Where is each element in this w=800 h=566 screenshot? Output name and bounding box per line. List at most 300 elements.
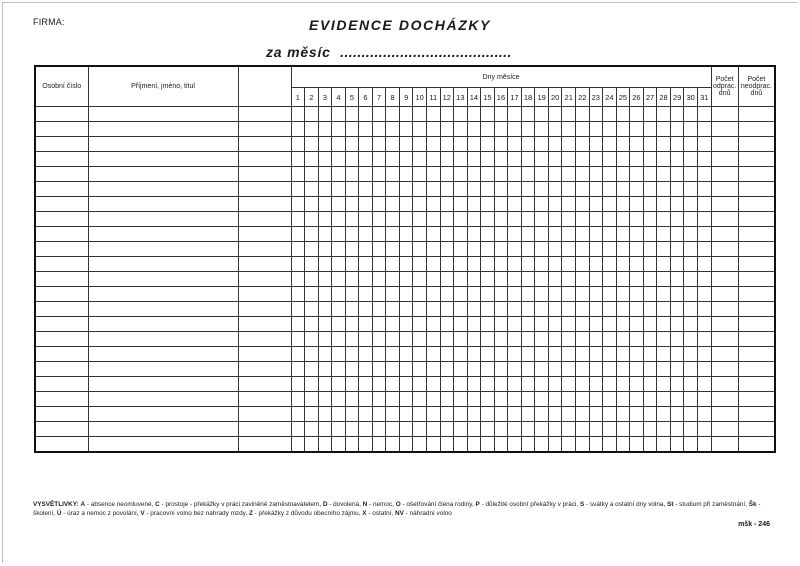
- table-cell[interactable]: [426, 152, 440, 167]
- table-cell[interactable]: [454, 152, 468, 167]
- table-cell[interactable]: [305, 182, 319, 197]
- table-cell[interactable]: [481, 422, 495, 437]
- table-cell[interactable]: [359, 257, 373, 272]
- table-cell[interactable]: [521, 137, 535, 152]
- table-cell[interactable]: [711, 167, 738, 182]
- table-cell[interactable]: [359, 377, 373, 392]
- table-cell[interactable]: [426, 107, 440, 122]
- table-cell[interactable]: [697, 152, 711, 167]
- table-cell[interactable]: [305, 197, 319, 212]
- table-cell[interactable]: [508, 437, 522, 453]
- table-cell[interactable]: [413, 302, 427, 317]
- table-cell[interactable]: [359, 392, 373, 407]
- table-cell[interactable]: [88, 302, 238, 317]
- table-cell[interactable]: [238, 332, 291, 347]
- table-cell[interactable]: [413, 212, 427, 227]
- table-cell[interactable]: [35, 332, 88, 347]
- table-cell[interactable]: [399, 107, 413, 122]
- table-cell[interactable]: [345, 392, 359, 407]
- table-cell[interactable]: [697, 122, 711, 137]
- table-cell[interactable]: [535, 242, 549, 257]
- table-cell[interactable]: [630, 317, 644, 332]
- table-cell[interactable]: [521, 362, 535, 377]
- table-cell[interactable]: [575, 242, 589, 257]
- table-cell[interactable]: [35, 317, 88, 332]
- table-cell[interactable]: [238, 122, 291, 137]
- table-cell[interactable]: [426, 437, 440, 453]
- table-cell[interactable]: [413, 317, 427, 332]
- table-cell[interactable]: [440, 122, 454, 137]
- table-cell[interactable]: [616, 347, 630, 362]
- table-cell[interactable]: [643, 392, 657, 407]
- table-cell[interactable]: [440, 212, 454, 227]
- table-cell[interactable]: [454, 272, 468, 287]
- table-cell[interactable]: [413, 332, 427, 347]
- table-cell[interactable]: [332, 197, 346, 212]
- table-cell[interactable]: [305, 332, 319, 347]
- table-cell[interactable]: [35, 287, 88, 302]
- table-cell[interactable]: [738, 332, 775, 347]
- table-cell[interactable]: [359, 287, 373, 302]
- table-cell[interactable]: [684, 212, 698, 227]
- table-cell[interactable]: [535, 392, 549, 407]
- table-cell[interactable]: [711, 332, 738, 347]
- table-cell[interactable]: [657, 167, 671, 182]
- table-cell[interactable]: [738, 347, 775, 362]
- table-cell[interactable]: [521, 302, 535, 317]
- table-cell[interactable]: [562, 122, 576, 137]
- table-cell[interactable]: [684, 317, 698, 332]
- table-cell[interactable]: [88, 167, 238, 182]
- table-cell[interactable]: [603, 332, 617, 347]
- table-cell[interactable]: [386, 347, 400, 362]
- table-cell[interactable]: [372, 137, 386, 152]
- table-cell[interactable]: [440, 287, 454, 302]
- table-cell[interactable]: [386, 332, 400, 347]
- table-cell[interactable]: [589, 392, 603, 407]
- table-cell[interactable]: [440, 137, 454, 152]
- table-cell[interactable]: [494, 347, 508, 362]
- table-cell[interactable]: [413, 347, 427, 362]
- table-cell[interactable]: [711, 287, 738, 302]
- table-cell[interactable]: [238, 167, 291, 182]
- table-cell[interactable]: [372, 122, 386, 137]
- table-cell[interactable]: [481, 332, 495, 347]
- table-cell[interactable]: [359, 317, 373, 332]
- table-cell[interactable]: [697, 407, 711, 422]
- table-cell[interactable]: [548, 437, 562, 453]
- table-cell[interactable]: [603, 317, 617, 332]
- table-cell[interactable]: [521, 272, 535, 287]
- table-cell[interactable]: [603, 392, 617, 407]
- table-cell[interactable]: [494, 317, 508, 332]
- table-cell[interactable]: [467, 437, 481, 453]
- table-cell[interactable]: [413, 167, 427, 182]
- table-cell[interactable]: [481, 167, 495, 182]
- table-cell[interactable]: [372, 362, 386, 377]
- table-cell[interactable]: [494, 212, 508, 227]
- table-cell[interactable]: [738, 377, 775, 392]
- table-cell[interactable]: [603, 437, 617, 453]
- table-cell[interactable]: [238, 422, 291, 437]
- table-cell[interactable]: [345, 362, 359, 377]
- table-cell[interactable]: [440, 272, 454, 287]
- table-cell[interactable]: [494, 422, 508, 437]
- table-cell[interactable]: [345, 107, 359, 122]
- table-cell[interactable]: [684, 272, 698, 287]
- table-cell[interactable]: [345, 422, 359, 437]
- table-cell[interactable]: [697, 227, 711, 242]
- table-cell[interactable]: [697, 317, 711, 332]
- table-cell[interactable]: [684, 377, 698, 392]
- table-cell[interactable]: [305, 317, 319, 332]
- table-cell[interactable]: [332, 242, 346, 257]
- table-cell[interactable]: [318, 212, 332, 227]
- table-cell[interactable]: [697, 272, 711, 287]
- table-cell[interactable]: [305, 242, 319, 257]
- table-cell[interactable]: [291, 392, 305, 407]
- table-cell[interactable]: [508, 197, 522, 212]
- table-cell[interactable]: [399, 257, 413, 272]
- table-cell[interactable]: [238, 137, 291, 152]
- table-cell[interactable]: [413, 152, 427, 167]
- table-cell[interactable]: [575, 227, 589, 242]
- table-cell[interactable]: [291, 197, 305, 212]
- table-cell[interactable]: [467, 347, 481, 362]
- table-cell[interactable]: [454, 437, 468, 453]
- table-cell[interactable]: [454, 362, 468, 377]
- table-cell[interactable]: [603, 122, 617, 137]
- table-cell[interactable]: [386, 152, 400, 167]
- table-cell[interactable]: [589, 302, 603, 317]
- table-cell[interactable]: [467, 212, 481, 227]
- table-cell[interactable]: [603, 272, 617, 287]
- table-cell[interactable]: [657, 422, 671, 437]
- table-cell[interactable]: [630, 137, 644, 152]
- table-cell[interactable]: [521, 227, 535, 242]
- table-cell[interactable]: [440, 227, 454, 242]
- table-cell[interactable]: [426, 407, 440, 422]
- table-cell[interactable]: [372, 287, 386, 302]
- table-cell[interactable]: [643, 422, 657, 437]
- table-cell[interactable]: [494, 287, 508, 302]
- table-cell[interactable]: [630, 167, 644, 182]
- table-cell[interactable]: [508, 257, 522, 272]
- table-cell[interactable]: [88, 272, 238, 287]
- table-cell[interactable]: [630, 122, 644, 137]
- table-cell[interactable]: [399, 347, 413, 362]
- table-cell[interactable]: [467, 377, 481, 392]
- table-cell[interactable]: [630, 362, 644, 377]
- table-cell[interactable]: [318, 242, 332, 257]
- table-cell[interactable]: [603, 182, 617, 197]
- table-cell[interactable]: [332, 227, 346, 242]
- table-cell[interactable]: [345, 197, 359, 212]
- table-cell[interactable]: [630, 287, 644, 302]
- table-cell[interactable]: [521, 197, 535, 212]
- table-cell[interactable]: [548, 257, 562, 272]
- table-cell[interactable]: [35, 362, 88, 377]
- table-cell[interactable]: [35, 167, 88, 182]
- table-cell[interactable]: [345, 227, 359, 242]
- table-cell[interactable]: [521, 257, 535, 272]
- table-cell[interactable]: [386, 392, 400, 407]
- table-cell[interactable]: [440, 362, 454, 377]
- table-cell[interactable]: [88, 362, 238, 377]
- table-cell[interactable]: [684, 287, 698, 302]
- table-cell[interactable]: [521, 392, 535, 407]
- table-cell[interactable]: [657, 362, 671, 377]
- table-cell[interactable]: [697, 377, 711, 392]
- table-cell[interactable]: [332, 407, 346, 422]
- table-cell[interactable]: [88, 107, 238, 122]
- table-cell[interactable]: [711, 122, 738, 137]
- table-cell[interactable]: [670, 332, 684, 347]
- table-cell[interactable]: [291, 242, 305, 257]
- table-cell[interactable]: [630, 107, 644, 122]
- table-cell[interactable]: [548, 287, 562, 302]
- table-cell[interactable]: [494, 392, 508, 407]
- table-cell[interactable]: [467, 407, 481, 422]
- table-cell[interactable]: [670, 422, 684, 437]
- table-cell[interactable]: [426, 197, 440, 212]
- table-cell[interactable]: [670, 212, 684, 227]
- table-cell[interactable]: [711, 197, 738, 212]
- table-cell[interactable]: [548, 197, 562, 212]
- table-cell[interactable]: [386, 272, 400, 287]
- table-cell[interactable]: [332, 347, 346, 362]
- table-cell[interactable]: [88, 152, 238, 167]
- table-cell[interactable]: [440, 197, 454, 212]
- table-cell[interactable]: [711, 212, 738, 227]
- table-cell[interactable]: [738, 137, 775, 152]
- table-cell[interactable]: [684, 182, 698, 197]
- table-cell[interactable]: [238, 347, 291, 362]
- table-cell[interactable]: [548, 212, 562, 227]
- table-cell[interactable]: [399, 137, 413, 152]
- table-cell[interactable]: [738, 302, 775, 317]
- table-cell[interactable]: [318, 347, 332, 362]
- table-cell[interactable]: [630, 242, 644, 257]
- table-cell[interactable]: [670, 317, 684, 332]
- table-cell[interactable]: [386, 242, 400, 257]
- table-cell[interactable]: [481, 392, 495, 407]
- table-cell[interactable]: [359, 197, 373, 212]
- table-cell[interactable]: [238, 107, 291, 122]
- table-cell[interactable]: [305, 302, 319, 317]
- table-cell[interactable]: [426, 362, 440, 377]
- table-cell[interactable]: [481, 407, 495, 422]
- table-cell[interactable]: [332, 257, 346, 272]
- table-cell[interactable]: [738, 392, 775, 407]
- table-cell[interactable]: [697, 332, 711, 347]
- table-cell[interactable]: [372, 182, 386, 197]
- table-cell[interactable]: [88, 137, 238, 152]
- table-cell[interactable]: [332, 377, 346, 392]
- table-cell[interactable]: [589, 107, 603, 122]
- table-cell[interactable]: [508, 422, 522, 437]
- table-cell[interactable]: [318, 407, 332, 422]
- table-cell[interactable]: [345, 152, 359, 167]
- table-cell[interactable]: [467, 332, 481, 347]
- table-cell[interactable]: [548, 407, 562, 422]
- table-cell[interactable]: [291, 377, 305, 392]
- table-cell[interactable]: [738, 212, 775, 227]
- table-cell[interactable]: [575, 407, 589, 422]
- table-cell[interactable]: [440, 107, 454, 122]
- table-cell[interactable]: [616, 392, 630, 407]
- table-cell[interactable]: [535, 167, 549, 182]
- table-cell[interactable]: [575, 257, 589, 272]
- table-cell[interactable]: [291, 437, 305, 453]
- table-cell[interactable]: [508, 167, 522, 182]
- table-cell[interactable]: [88, 392, 238, 407]
- table-cell[interactable]: [589, 152, 603, 167]
- table-cell[interactable]: [481, 242, 495, 257]
- table-cell[interactable]: [454, 242, 468, 257]
- table-cell[interactable]: [291, 422, 305, 437]
- table-cell[interactable]: [616, 152, 630, 167]
- table-cell[interactable]: [575, 272, 589, 287]
- table-cell[interactable]: [697, 302, 711, 317]
- table-cell[interactable]: [305, 407, 319, 422]
- table-cell[interactable]: [88, 407, 238, 422]
- table-cell[interactable]: [535, 152, 549, 167]
- table-cell[interactable]: [291, 287, 305, 302]
- table-cell[interactable]: [426, 332, 440, 347]
- table-cell[interactable]: [603, 242, 617, 257]
- table-cell[interactable]: [657, 392, 671, 407]
- table-cell[interactable]: [318, 362, 332, 377]
- table-cell[interactable]: [548, 137, 562, 152]
- table-cell[interactable]: [238, 377, 291, 392]
- table-cell[interactable]: [238, 227, 291, 242]
- table-cell[interactable]: [399, 197, 413, 212]
- table-cell[interactable]: [562, 392, 576, 407]
- table-cell[interactable]: [359, 362, 373, 377]
- table-cell[interactable]: [426, 257, 440, 272]
- table-cell[interactable]: [454, 197, 468, 212]
- table-cell[interactable]: [494, 257, 508, 272]
- table-cell[interactable]: [332, 182, 346, 197]
- table-cell[interactable]: [643, 347, 657, 362]
- table-cell[interactable]: [630, 422, 644, 437]
- table-cell[interactable]: [589, 317, 603, 332]
- table-cell[interactable]: [345, 272, 359, 287]
- table-cell[interactable]: [657, 212, 671, 227]
- table-cell[interactable]: [35, 392, 88, 407]
- table-cell[interactable]: [643, 272, 657, 287]
- table-cell[interactable]: [535, 347, 549, 362]
- table-cell[interactable]: [35, 272, 88, 287]
- table-cell[interactable]: [697, 437, 711, 453]
- table-cell[interactable]: [670, 152, 684, 167]
- table-cell[interactable]: [508, 182, 522, 197]
- table-cell[interactable]: [508, 377, 522, 392]
- table-cell[interactable]: [372, 317, 386, 332]
- table-cell[interactable]: [291, 257, 305, 272]
- table-cell[interactable]: [697, 257, 711, 272]
- table-cell[interactable]: [332, 212, 346, 227]
- table-cell[interactable]: [643, 212, 657, 227]
- table-cell[interactable]: [386, 212, 400, 227]
- table-cell[interactable]: [684, 422, 698, 437]
- table-cell[interactable]: [670, 302, 684, 317]
- table-cell[interactable]: [399, 272, 413, 287]
- table-cell[interactable]: [386, 227, 400, 242]
- table-cell[interactable]: [386, 197, 400, 212]
- table-cell[interactable]: [372, 392, 386, 407]
- table-cell[interactable]: [697, 167, 711, 182]
- table-cell[interactable]: [616, 167, 630, 182]
- table-cell[interactable]: [670, 122, 684, 137]
- table-cell[interactable]: [332, 122, 346, 137]
- table-cell[interactable]: [575, 197, 589, 212]
- table-cell[interactable]: [589, 272, 603, 287]
- table-cell[interactable]: [35, 422, 88, 437]
- table-cell[interactable]: [603, 107, 617, 122]
- table-cell[interactable]: [603, 347, 617, 362]
- table-cell[interactable]: [711, 302, 738, 317]
- table-cell[interactable]: [318, 152, 332, 167]
- table-cell[interactable]: [630, 392, 644, 407]
- table-cell[interactable]: [508, 227, 522, 242]
- table-cell[interactable]: [603, 362, 617, 377]
- table-cell[interactable]: [318, 377, 332, 392]
- table-cell[interactable]: [332, 317, 346, 332]
- table-cell[interactable]: [467, 362, 481, 377]
- table-cell[interactable]: [305, 107, 319, 122]
- table-cell[interactable]: [643, 407, 657, 422]
- table-cell[interactable]: [603, 137, 617, 152]
- table-cell[interactable]: [372, 407, 386, 422]
- table-cell[interactable]: [35, 437, 88, 453]
- table-cell[interactable]: [589, 347, 603, 362]
- table-cell[interactable]: [345, 347, 359, 362]
- table-cell[interactable]: [454, 257, 468, 272]
- table-cell[interactable]: [413, 272, 427, 287]
- table-cell[interactable]: [670, 167, 684, 182]
- table-cell[interactable]: [738, 197, 775, 212]
- table-cell[interactable]: [88, 197, 238, 212]
- table-cell[interactable]: [359, 437, 373, 453]
- table-cell[interactable]: [467, 152, 481, 167]
- table-cell[interactable]: [467, 227, 481, 242]
- table-cell[interactable]: [359, 137, 373, 152]
- table-cell[interactable]: [332, 302, 346, 317]
- table-cell[interactable]: [548, 122, 562, 137]
- table-cell[interactable]: [616, 227, 630, 242]
- table-cell[interactable]: [711, 242, 738, 257]
- table-cell[interactable]: [711, 407, 738, 422]
- table-cell[interactable]: [535, 212, 549, 227]
- table-cell[interactable]: [711, 317, 738, 332]
- table-cell[interactable]: [562, 167, 576, 182]
- table-cell[interactable]: [684, 227, 698, 242]
- table-cell[interactable]: [386, 122, 400, 137]
- table-cell[interactable]: [657, 437, 671, 453]
- table-cell[interactable]: [318, 437, 332, 453]
- table-cell[interactable]: [630, 407, 644, 422]
- table-cell[interactable]: [386, 422, 400, 437]
- table-cell[interactable]: [359, 302, 373, 317]
- table-cell[interactable]: [332, 437, 346, 453]
- table-cell[interactable]: [589, 362, 603, 377]
- table-cell[interactable]: [440, 437, 454, 453]
- table-cell[interactable]: [616, 137, 630, 152]
- table-cell[interactable]: [318, 137, 332, 152]
- table-cell[interactable]: [684, 257, 698, 272]
